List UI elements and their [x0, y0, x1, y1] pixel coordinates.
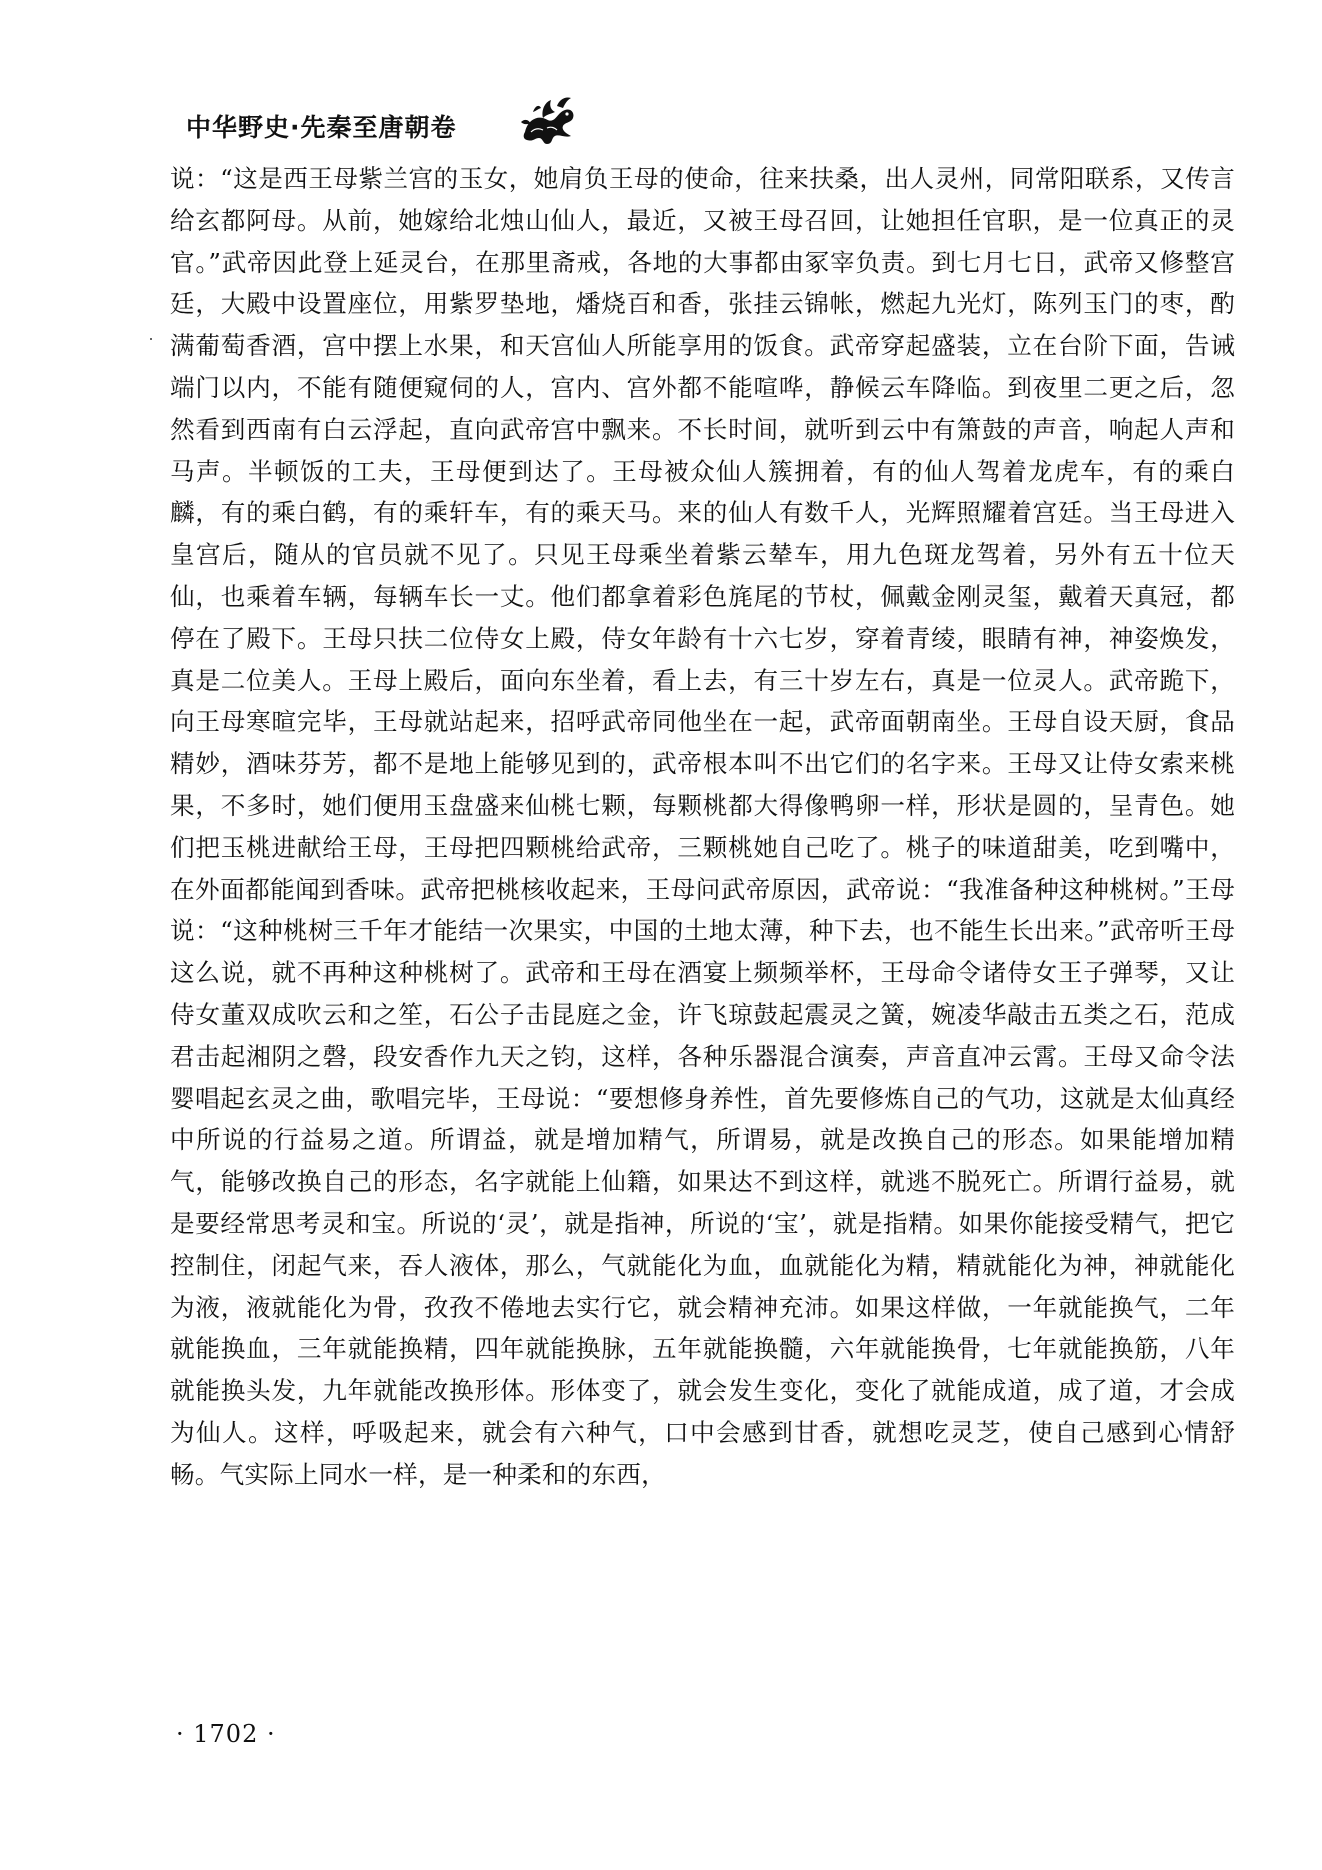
- dragon-icon: [517, 92, 579, 148]
- scan-speck: [150, 338, 152, 340]
- running-header: [186, 106, 457, 146]
- page-number: · 1702 ·: [176, 1720, 276, 1748]
- body-text: 说：“这是西王母紫兰宫的玉女，她肩负王母的使命，往来扶桑，出人灵州，同常阳联系，又传言给玄都阿母。从前，她嫁给北烛山仙人，最近，又被王母召回，让她担任官职，是一位真正的灵官。”武帝因此登上延灵台，在那里斋戒，各地的大事都由冢宰负责。到七月七日，武帝又修整宫廷，大殿中设置座位，用紫罗垫地，燔烧百和香，张挂云锦帐，燃起九光灯，陈列玉门的枣，酌满葡萄香酒，宫中摆上水果，和天宫仙人所能享用的饭食。武帝穿起盛装，立在台阶下面，告诫端门以内，不能有随便窥伺的人，宫内、宫外都不能喧哗，静候云车降临。到夜里二更之后，忽然看到西南有白云浮起，直向武帝宫中飘来。不长时间，就听到云中有箫鼓的声音，响起人声和马声。半顿饭的工夫，王母便到达了。王母被众仙人簇拥着，有的仙人驾着龙虎车，有的乘白麟，有的乘白鹤，有的乘轩车，有的乘天马。来的仙人有数千人，光辉照耀着宫廷。当王母进入皇宫后，随从的官员就不见了。只见王母乘坐着紫云辇车，用九色斑龙驾着，另外有五十位天仙，也乘着车辆，每辆车长一丈。他们都拿着彩色旄尾的节杖，佩戴金刚灵玺，戴着天真冠，都停在了殿下。王母只扶二位侍女上殿，侍女年龄有十六七岁，穿着青绫，眼睛有神，神姿焕发，真是二位美人。王母上殿后，面向东坐着，看上去，有三十岁左右，真是一位灵人。武帝跪下，向王母寒暄完毕，王母就站起来，招呼武帝同他坐在一起，武帝面朝南坐。王母自设天厨，食品精妙，酒味芬芳，都不是地上能够见到的，武帝根本叫不出它们的名字来。王母又让侍女索来桃果，不多时，她们便用玉盘盛来仙桃七颗，每颗桃都大得像鸭卵一样，形状是圆的，呈青色。她们把玉桃进献给王母，王母把四颗桃给武帝，三颗桃她自己吃了。桃子的味道甜美，吃到嘴中，在外面都能闻到香味。武帝把桃核收起来，王母问武帝原因，武帝说：“我准备种这种桃树。”王母说：“这种桃树三千年才能结一次果实，中国的土地太薄，种下去，也不能生长出来。”武帝听王母这么说，就不再种这种桃树了。武帝和王母在酒宴上频频举杯，王母命令诸侍女王子弹琴，又让侍女董双成吹云和之笙，石公子击昆庭之金，许飞琼鼓起震灵之簧，婉凌华敲击五类之石，范成君击起湘阴之磬，段安香作九天之钧，这样，各种乐器混合演奏，声音直冲云霄。王母又命令法婴唱起玄灵之曲，歌唱完毕，王母说：“要想修身养性，首先要修炼自己的气功，这就是太仙真经中所说的行益易之道。所谓益，就是增加精气，所谓易，就是改换自己的形态。如果能增加精气，能够改换自己的形态，名字就能上仙籍，如果达不到这样，就逃不脱死亡。所谓行益易，就是要经常思考灵和宝。所说的‘灵’，就是指神，所说的‘宝’，就是指精。如果你能接受精气，把它控制住，闭起气来，吞人液体，那么，气就能化为血，血就能化为精，精就能化为神，神就能化为液，液就能化为骨，孜孜不倦地去实行它，就会精神充沛。如果这样做，一年就能换气，二年就能换血，三年就能换精，四年就能换脉，五年就能换髓，六年就能换骨，七年就能换筋，八年就能换头发，九年就能改换形体。形体变了，就会发生变化，变化了就能成道，成了道，才会成为仙人。这样，呼吸起来，就会有六种气，口中会感到甘香，就想吃灵芝，使自己感到心情舒畅。气实际上同水一样，是一种柔和的东西，: [170, 164, 1235, 1489]
- book-title: 中华野史·先秦至唐朝卷: [186, 113, 457, 142]
